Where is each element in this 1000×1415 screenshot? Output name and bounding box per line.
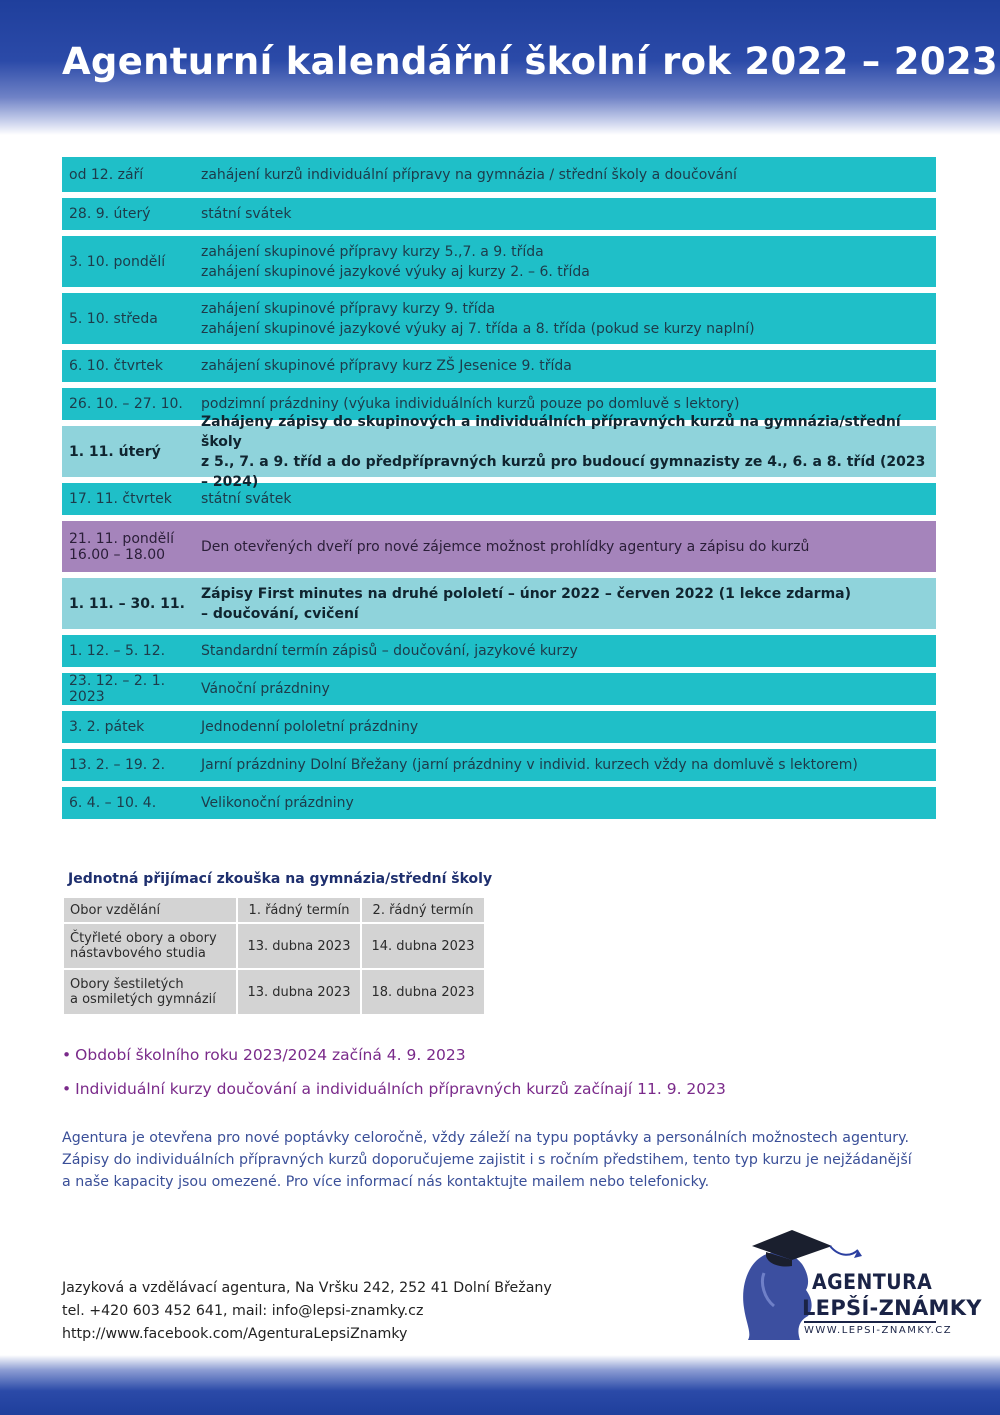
bullet-item — [62, 1044, 726, 1078]
schedule-row — [62, 198, 936, 230]
exam-header-cell: 2. řádný termín — [362, 898, 484, 922]
schedule-date: od 12. září — [69, 166, 144, 183]
schedule-row-open-day — [62, 521, 936, 572]
schedule-date: 21. 11. pondělí 16.00 – 18.00 — [69, 530, 175, 563]
exam-table — [62, 896, 486, 1016]
paragraph-line: a naše kapacity jsou omezené. Pro více informací nás kontaktujte mailem nebo telefonicky. — [62, 1174, 710, 1190]
schedule-date: 6. 4. – 10. 4. — [69, 795, 157, 811]
bullet-text: Období školního roku 2023/2024 začíná 4. 9. 2023 — [75, 1046, 466, 1064]
page-title: Agenturní kalendářní školní rok 2022 – 2023 — [62, 40, 998, 83]
exam-row — [64, 924, 484, 968]
exam-title: Jednotná přijímací zkouška na gymnázia/střední školy — [68, 871, 493, 887]
schedule-date: 1. 11. – 30. 11. — [69, 595, 185, 612]
schedule-text: zahájení skupinové přípravy kurzy 5.,7. a 9. třída zahájení skupinové jazykové výuky aj kurzy 2. – 6. třída — [201, 243, 590, 280]
schedule-text: Zahájeny zápisy do skupinových a individuálních přípravných kurzů na gymnázia/střední školy z 5., 7. a 9. tříd a do předpřípravných kurzů pro budoucí gymnazisty ze 4., 6. a 8. tříd (2023 – 2024) — [201, 413, 926, 490]
logo-line2: LEPŠÍ-ZNÁMKY — [802, 1296, 982, 1320]
schedule-date: 17. 11. čtvrtek — [69, 491, 172, 507]
schedule-row — [62, 236, 936, 287]
schedule-text: podzimní prázdniny (výuka individuálních kurzů pouze po domluvě s lektory) — [201, 396, 740, 412]
schedule-text: Vánoční prázdniny — [201, 681, 330, 697]
schedule-date: 6. 10. čtvrtek — [69, 358, 163, 374]
schedule-date: 13. 2. – 19. 2. — [69, 757, 166, 773]
schedule-row-highlight — [62, 413, 936, 490]
schedule-date: 26. 10. – 27. 10. — [69, 396, 183, 412]
exam-header-cell: 1. řádný termín — [238, 898, 360, 922]
schedule-row — [62, 711, 936, 743]
schedule-row — [62, 749, 936, 781]
footer-banner — [0, 1355, 1000, 1415]
bullet-list — [62, 1044, 726, 1112]
schedule-date: 1. 11. úterý — [69, 443, 161, 460]
bullet-text: Individuální kurzy doučování a individuálních přípravných kurzů začínají 11. 9. 2023 — [75, 1080, 726, 1098]
schedule-text: Den otevřených dveří pro nové zájemce možnost prohlídky agentury a zápisu do kurzů — [201, 538, 810, 555]
contact-address: Jazyková a vzdělávací agentura, Na Vršku 242, 252 41 Dolní Břežany — [62, 1280, 552, 1296]
exam-header-row — [64, 898, 484, 922]
schedule-date: 1. 12. – 5. 12. — [69, 643, 166, 659]
schedule-text: zahájení skupinové přípravy kurz ZŠ Jesenice 9. třída — [201, 358, 572, 374]
schedule-row — [62, 673, 936, 705]
exam-row — [64, 970, 484, 1014]
bullet-dot-icon: • — [62, 1046, 72, 1064]
exam-cell: Čtyřleté obory a obory nástavbového studia — [64, 924, 236, 968]
info-paragraph — [62, 1127, 932, 1193]
exam-cell: 13. dubna 2023 — [238, 970, 360, 1014]
header-banner — [0, 0, 1000, 135]
schedule-date: 3. 2. pátek — [69, 719, 145, 735]
agency-logo — [730, 1228, 982, 1348]
exam-cell: 14. dubna 2023 — [362, 924, 484, 968]
schedule-text: zahájení kurzů individuální přípravy na gymnázia / střední školy a doučování — [201, 166, 737, 183]
logo-line1: AGENTURA — [812, 1270, 933, 1294]
schedule-text: státní svátek — [201, 206, 292, 222]
bullet-item — [62, 1078, 726, 1112]
paragraph-line: Zápisy do individuálních přípravných kurzů doporučujeme zajistit i s ročním předstihem, tento typ kurzu je nejžádanější — [62, 1152, 912, 1168]
logo-url: WWW.LEPSI-ZNAMKY.CZ — [804, 1325, 953, 1336]
exam-cell: 13. dubna 2023 — [238, 924, 360, 968]
facebook-link[interactable]: http://www.facebook.com/AgenturaLepsiZnamky — [62, 1326, 408, 1342]
paragraph-line: Agentura je otevřena pro nové poptávky celoročně, vždy záleží na typu poptávky a personálních možnostech agentury. — [62, 1130, 909, 1146]
exam-cell: Obory šestiletých a osmiletých gymnázií — [64, 970, 236, 1014]
schedule-text: Jednodenní pololetní prázdniny — [201, 719, 419, 735]
schedule-row-highlight — [62, 578, 936, 629]
schedule-text: Standardní termín zápisů – doučování, jazykové kurzy — [201, 643, 578, 659]
schedule-text: státní svátek — [201, 491, 292, 507]
exam-cell: 18. dubna 2023 — [362, 970, 484, 1014]
schedule-date: 5. 10. středa — [69, 310, 158, 327]
schedule-table — [62, 157, 936, 825]
schedule-row — [62, 635, 936, 667]
schedule-row — [62, 350, 936, 382]
schedule-text: Zápisy First minutes na druhé pololetí – únor 2022 – červen 2022 (1 lekce zdarma) – doučování, cvičení — [201, 585, 852, 622]
exam-header-cell: Obor vzdělání — [64, 898, 236, 922]
schedule-row — [62, 157, 936, 192]
bullet-dot-icon: • — [62, 1080, 72, 1098]
schedule-text: Jarní prázdniny Dolní Břežany (jarní prázdniny v individ. kurzech vždy na domluvě s lektorem) — [201, 757, 858, 773]
schedule-text: zahájení skupinové přípravy kurzy 9. třída zahájení skupinové jazykové výuky aj 7. třída a 8. třída (pokud se kurzy naplní) — [201, 300, 755, 337]
schedule-row — [62, 787, 936, 819]
schedule-date: 23. 12. – 2. 1. 2023 — [69, 673, 166, 705]
schedule-date: 28. 9. úterý — [69, 206, 151, 222]
contact-block — [62, 1277, 552, 1346]
contact-phone-mail[interactable]: tel. +420 603 452 641, mail: info@lepsi-znamky.cz — [62, 1303, 424, 1319]
schedule-text: Velikonoční prázdniny — [201, 795, 354, 811]
logo-divider — [804, 1321, 936, 1323]
schedule-date: 3. 10. pondělí — [69, 253, 166, 270]
schedule-row — [62, 293, 936, 344]
